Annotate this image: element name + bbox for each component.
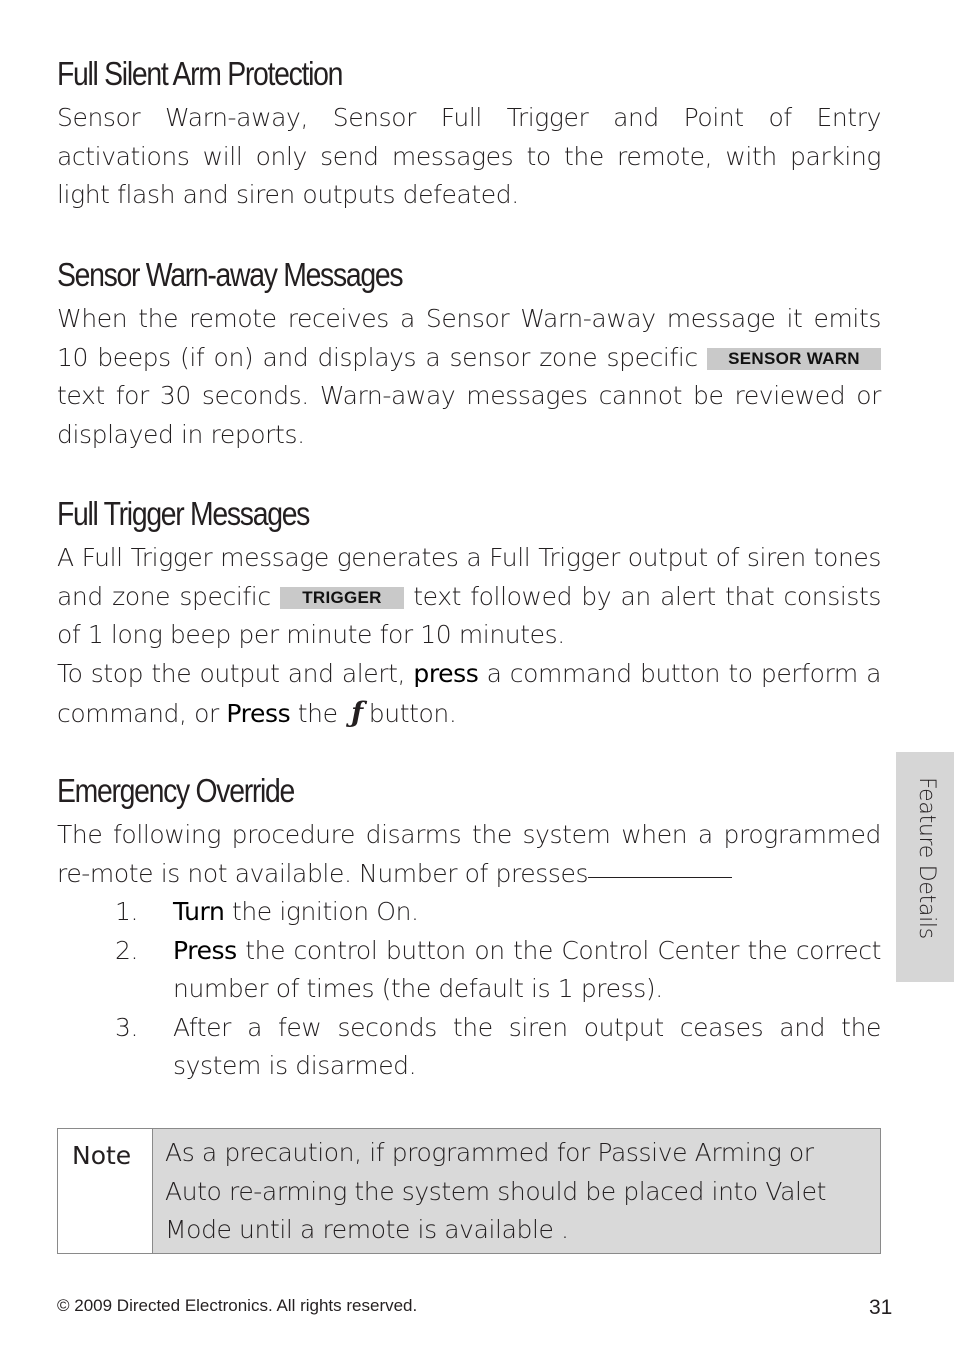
procedure-step xyxy=(57,893,881,932)
page-number: 31 xyxy=(869,1296,893,1319)
note-box xyxy=(57,1128,881,1254)
paragraph-stop-output xyxy=(57,655,881,733)
step-verb: Turn xyxy=(173,897,225,926)
trigger-text-before: A Full Trigger message generates a Full Trigger output of siren tones and zone specific xyxy=(57,543,881,611)
heading-emergency-override: Emergency Override xyxy=(57,772,295,809)
step-number: 2. xyxy=(115,935,139,965)
stop-text-3: the xyxy=(297,698,338,728)
heading-full-silent-arm: Full Silent Arm Protection xyxy=(57,55,343,92)
emergency-text: The following procedure disarms the system when a programmed re-mote is not available. Number of presses xyxy=(57,820,881,888)
sensor-warn-text-after: text for 30 seconds. Warn-away messages cannot be reviewed or displayed in reports. xyxy=(57,381,881,449)
paragraph-full-silent-arm: Sensor Warn-away, Sensor Full Trigger and Point of Entry activations will only send messages to the remote, with parking light flash and siren outputs defeated. xyxy=(57,103,881,210)
step-text: After a few seconds the siren output ceases and the system is disarmed. xyxy=(173,1012,881,1081)
sensor-warn-text-before: When the remote receives a Sensor Warn-away message it emits 10 beeps (if on) and displays a sensor zone specific xyxy=(57,304,881,372)
heading-sensor-warn-away: Sensor Warn-away Messages xyxy=(57,256,403,293)
paragraph-emergency-override xyxy=(57,816,881,893)
feature-details-tab xyxy=(896,752,954,982)
step-number: 3. xyxy=(115,1012,139,1042)
press-keyword-2: Press xyxy=(226,698,291,728)
procedure-step xyxy=(57,932,881,1009)
trigger-text-after: text followed by an alert that consists of 1 long beep per minute for 10 minutes. xyxy=(57,581,882,650)
sensor-warn-badge: SENSOR WARN xyxy=(707,348,881,370)
presses-blank-line xyxy=(588,876,732,878)
function-button-icon: ƒ xyxy=(351,695,363,729)
step-text: the control button on the Control Center the correct number of times (the default is 1 press). xyxy=(173,935,882,1004)
heading-full-trigger: Full Trigger Messages xyxy=(57,495,310,532)
stop-text-1: To stop the output and alert, xyxy=(57,659,406,688)
stop-text-4: button. xyxy=(368,698,457,728)
press-keyword: press xyxy=(413,659,479,688)
step-verb: Press xyxy=(173,935,237,965)
procedure-list xyxy=(57,893,881,1086)
procedure-step xyxy=(57,1009,881,1086)
side-tab-label: Feature Details xyxy=(914,777,939,939)
trigger-badge: TRIGGER xyxy=(280,587,404,609)
note-label: Note xyxy=(72,1141,132,1170)
paragraph-sensor-warn-away xyxy=(57,300,881,454)
copyright-footer: © 2009 Directed Electronics. All rights reserved. xyxy=(57,1296,418,1315)
note-text: As a precaution, if programmed for Passive Arming or Auto re-arming the system should be placed into Valet Mode until a remote is available . xyxy=(152,1129,880,1253)
step-text: the ignition On. xyxy=(231,897,419,926)
step-number: 1. xyxy=(115,897,139,926)
stop-text-2: a command button to perform a command, or xyxy=(57,659,882,728)
paragraph-full-trigger xyxy=(57,539,881,655)
